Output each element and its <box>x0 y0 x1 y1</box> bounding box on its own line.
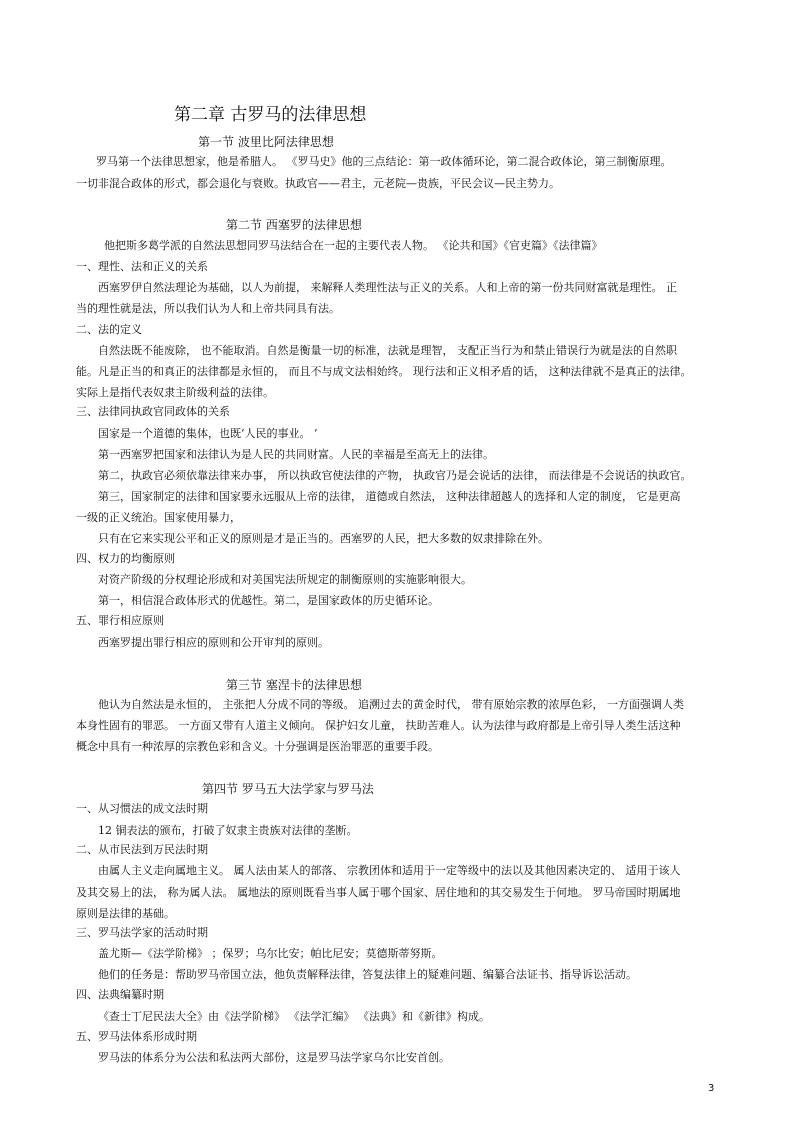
section-3-line-2: 本身性固有的罪恶。 一方面又带有人道主义倾向。 保护妇女儿童， 扶助苦难人。认为法律与政府都是上帝引导人类生活这种 <box>76 719 681 732</box>
section-2-h2-line-2: 能。凡是正当的和真正的法律都是永恒的， 而且不与成文法相始终。 现行法和正义相矛盾的话， 这种法律就不是真正的法律。 <box>76 365 692 378</box>
section-4-h2-line-3: 原则是法律的基础。 <box>76 907 175 920</box>
section-2-h3-line-2: 第一西塞罗把国家和法律认为是人民的共同财富。人民的幸福是至高无上的法律。 <box>98 448 494 461</box>
section-3-line-3: 概念中具有一种浓厚的宗教色彩和含义。十分强调是医治罪恶的重要手段。 <box>76 740 439 753</box>
section-3-line-1: 他认为自然法是永恒的， 主张把人分成不同的等级。 追溯过去的黄金时代， 带有原始宗教的浓厚色彩， 一方面强调人类 <box>98 698 684 711</box>
section-4-heading-5: 五、罗马法体系形成时期 <box>76 1030 197 1043</box>
section-4-h1-line-1: 12 铜表法的颁布，打破了奴隶主贵族对法律的垄断。 <box>98 824 358 837</box>
section-4-heading-4: 四、法典编纂时期 <box>76 988 164 1001</box>
section-4-h5-line-1: 罗马法的体系分为公法和私法两大部份，这是罗马法学家乌尔比安首创。 <box>98 1051 450 1064</box>
section-2-h1-line-2: 当的理性就是法，所以我们认为人和上帝共同具有法。 <box>76 302 340 315</box>
section-2-h3-line-1: 国家是一个道德的集体，也既‘人民的事业。 ’ <box>98 427 318 440</box>
section-2-title: 第二节 西塞罗的法律思想 <box>226 218 362 232</box>
section-2-h4-line-1: 对资产阶级的分权理论形成和对美国宪法所规定的制衡原则的实施影响很大。 <box>98 573 472 586</box>
section-4-heading-1: 一、从习惯法的成文法时期 <box>76 802 208 815</box>
section-2-h3-line-4: 第三，国家制定的法律和国家要永远服从上帝的法律， 道德或自然法， 这种法律超越人的选择和人定的制度， 它是更高 <box>98 490 681 503</box>
section-2-heading-5: 五、罪行相应原则 <box>76 614 164 627</box>
section-2-heading-1: 一、理性、法和正义的关系 <box>76 260 208 273</box>
section-4-h2-line-2: 及其交易上的法， 称为属人法。 属地法的原则既看当事人属于哪个国家、居住地和的其交易发生于何地。 罗马帝国时期属地 <box>76 886 681 899</box>
chapter-title: 第二章 古罗马的法律思想 <box>174 105 367 125</box>
section-2-h2-line-1: 自然法既不能废除， 也不能取消。自然是衡量一切的标准，法就是理智， 支配正当行为和禁止错误行为就是法的自然职 <box>98 344 677 357</box>
section-4-heading-2: 二、从市民法到万民法时期 <box>76 843 208 856</box>
section-4-h4-line-1: 《查士丁尼民法大全》由《法学阶梯》 《法学汇编》 《法典》和《新律》构成。 <box>98 1010 490 1023</box>
section-2-h5-line-1: 西塞罗提出罪行相应的原则和公开审判的原则。 <box>98 636 329 649</box>
section-3-title: 第三节 塞涅卡的法律思想 <box>226 678 362 692</box>
section-4-h2-line-1: 由属人主义走向属地主义。 属人法由某人的部落、 宗教团体和适用于一定等级中的法以及其他因素决定的、 适用于该人 <box>98 864 681 877</box>
section-1-line-2: 一切非混合政体的形式，都会退化与衰败。执政官——君主，元老院—贵族，平民会议—民主势力。 <box>76 177 560 190</box>
section-2-h3-line-3: 第二，执政官必须依靠法律来办事， 所以执政官使法律的产物， 执政官乃是会说话的法律， 而法律是不会说话的执政官。 <box>98 469 692 482</box>
section-2-h4-line-2: 第一，相信混合政体形式的优越性。第二，是国家政体的历史循环论。 <box>98 594 439 607</box>
section-1-title: 第一节 波里比阿法律思想 <box>198 135 334 149</box>
section-2-h1-line-1: 西塞罗伊自然法理论为基础，以人为前提， 来解释人类理性法与正义的关系。人和上帝的第一份共同财富就是理性。 正 <box>98 281 677 294</box>
section-4-h3-line-1: 盖尤斯—《法学阶梯》 ；保罗；乌尔比安；帕比尼安；莫德斯蒂努斯。 <box>98 947 443 960</box>
section-4-title: 第四节 罗马五大法学家与罗马法 <box>202 782 374 796</box>
section-2-h2-line-3: 实际上是指代表奴隶主阶级利益的法律。 <box>76 386 274 399</box>
section-1-line-1: 罗马第一个法律思想家，他是希腊人。 《罗马史》他的三点结论：第一政体循环论，第二混合政体论，第三制衡原理。 <box>96 155 672 168</box>
section-2-h3-line-5: 一级的正义统治。国家使用暴力， <box>76 511 241 524</box>
section-2-heading-2: 二、法的定义 <box>76 323 142 336</box>
section-2-h3-line-6: 只有在它来实现公平和正义的原则是才是正当的。西塞罗的人民，把大多数的奴隶排除在外。 <box>98 532 549 545</box>
page-number: 3 <box>708 1083 715 1094</box>
section-2-intro: 他把斯多葛学派的自然法思想同罗马法结合在一起的主要代表人物。 《论共和国》《官吏篇》《法律篇》 <box>104 239 603 252</box>
section-2-heading-3: 三、法律同执政官同政体的关系 <box>76 405 230 418</box>
section-2-heading-4: 四、权力的均衡原则 <box>76 552 175 565</box>
section-4-h3-line-2: 他们的任务是：帮助罗马帝国立法，他负责解释法律，答复法律上的疑难问题、编纂合法证书、指导诉讼活动。 <box>98 968 637 981</box>
section-4-heading-3: 三、罗马法学家的活动时期 <box>76 926 208 939</box>
